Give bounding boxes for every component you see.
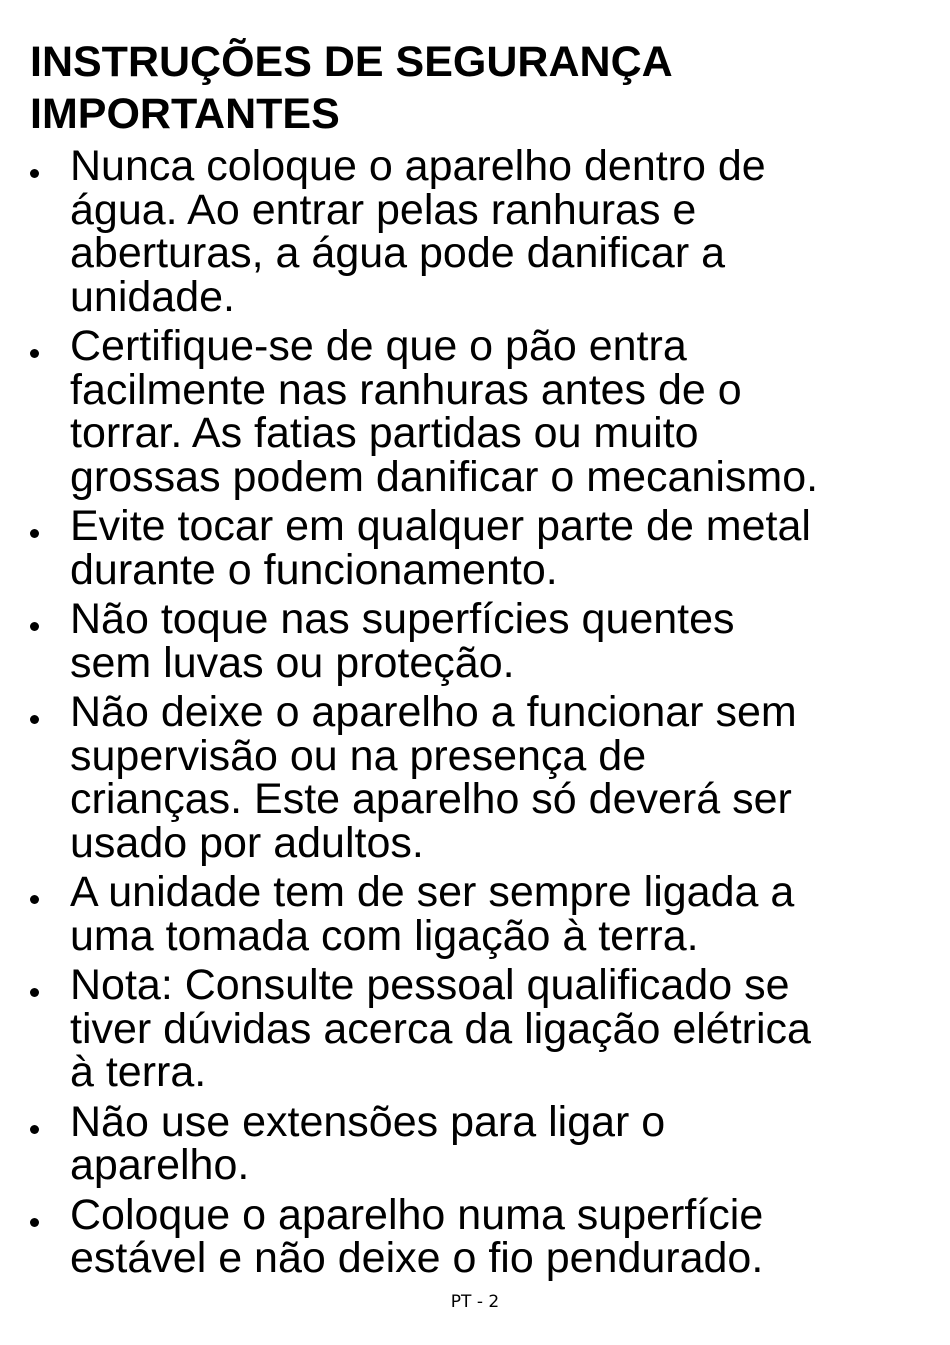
list-item bbox=[0, 868, 950, 960]
list-item-text bbox=[70, 595, 950, 687]
text-line: Certifique-se de que o pão entra bbox=[70, 322, 687, 370]
list-item bbox=[0, 142, 950, 321]
list-item bbox=[0, 322, 950, 501]
list-item bbox=[0, 502, 950, 594]
bullet-icon bbox=[30, 529, 39, 538]
bullet-icon bbox=[30, 349, 39, 358]
text-line: unidade. bbox=[70, 272, 235, 321]
list-item bbox=[0, 961, 950, 1096]
text-line: Não deixe o aparelho a funcionar sem bbox=[70, 688, 797, 736]
list-item bbox=[0, 595, 950, 687]
text-line: grossas podem danificar o mecanismo. bbox=[70, 452, 819, 501]
list-item bbox=[0, 1097, 950, 1189]
text-line: Nota: Consulte pessoal qualificado se bbox=[70, 961, 790, 1009]
text-line: Nunca coloque o aparelho dentro de bbox=[70, 142, 766, 190]
text-line: tiver dúvidas acerca da ligação elétrica bbox=[70, 1004, 811, 1053]
text-line: Não toque nas superfícies quentes bbox=[70, 595, 735, 643]
page-title-line: IMPORTANTES bbox=[30, 90, 340, 138]
safety-instructions-list bbox=[0, 142, 950, 1287]
list-item-text bbox=[70, 502, 950, 594]
list-item-text bbox=[70, 1097, 950, 1189]
list-item-text bbox=[70, 322, 950, 501]
bullet-icon bbox=[30, 715, 39, 724]
bullet-icon bbox=[30, 169, 39, 178]
list-item-text bbox=[70, 142, 950, 321]
text-line: supervisão ou na presença de bbox=[70, 731, 647, 780]
text-line: à terra. bbox=[70, 1048, 207, 1096]
bullet-icon bbox=[30, 988, 39, 997]
text-line: Evite tocar em qualquer parte de metal bbox=[70, 502, 811, 550]
text-line: torrar. As fatias partidas ou muito bbox=[70, 409, 699, 457]
text-line: facilmente nas ranhuras antes de o bbox=[70, 365, 742, 414]
page-number: PT - 2 bbox=[450, 1292, 500, 1312]
page-title bbox=[30, 36, 920, 140]
text-line: água. Ao entrar pelas ranhuras e bbox=[70, 185, 697, 234]
page-title-line: INSTRUÇÕES DE SEGURANÇA bbox=[30, 38, 673, 86]
bullet-icon bbox=[30, 1218, 39, 1227]
list-item-text bbox=[70, 868, 950, 960]
bullet-icon bbox=[30, 1125, 39, 1134]
list-item-text bbox=[70, 688, 950, 867]
text-line: Coloque o aparelho numa superfície bbox=[70, 1190, 764, 1239]
text-line: aberturas, a água pode danificar a bbox=[70, 229, 726, 277]
list-item-text bbox=[70, 961, 950, 1096]
list-item-text bbox=[70, 1190, 950, 1282]
bullet-icon bbox=[30, 895, 39, 904]
text-line: Não use extensões para ligar o bbox=[70, 1097, 666, 1146]
text-line: uma tomada com ligação à terra. bbox=[70, 911, 699, 960]
bullet-icon bbox=[30, 622, 39, 631]
text-line: aparelho. bbox=[70, 1141, 250, 1189]
text-line: durante o funcionamento. bbox=[70, 545, 558, 594]
list-item bbox=[0, 1190, 950, 1282]
text-line: sem luvas ou proteção. bbox=[70, 638, 515, 687]
text-line: crianças. Este aparelho só deverá ser bbox=[70, 775, 792, 823]
text-line: usado por adultos. bbox=[70, 818, 424, 867]
list-item bbox=[0, 688, 950, 867]
text-line: A unidade tem de ser sempre ligada a bbox=[70, 868, 795, 916]
text-line: estável e não deixe o fio pendurado. bbox=[70, 1234, 764, 1282]
